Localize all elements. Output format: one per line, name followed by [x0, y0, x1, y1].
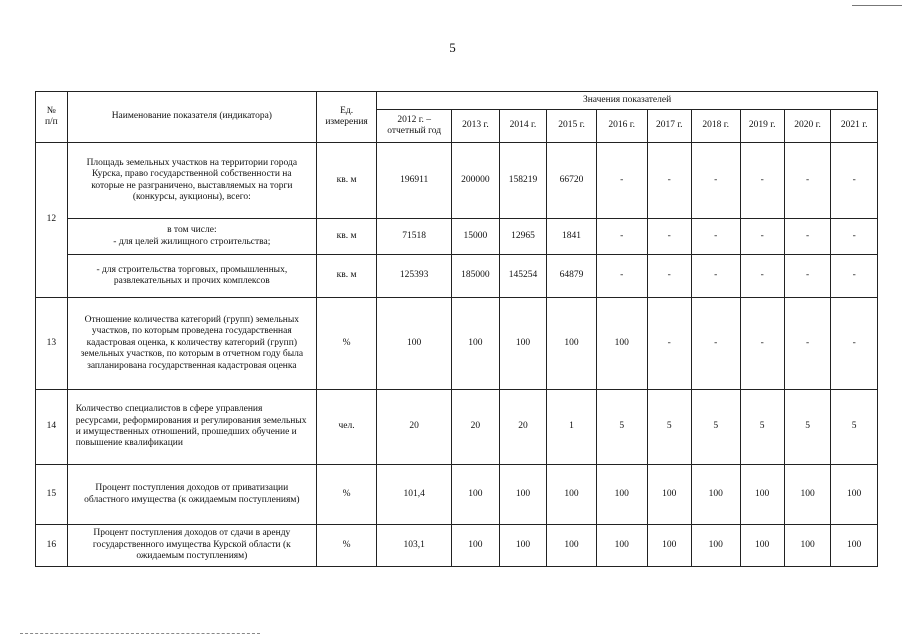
- value-cell: 5: [831, 390, 878, 465]
- value-cell: -: [647, 143, 691, 219]
- indicator-name: Количество специалистов в сфере управления ресурсами, реформирования и регулирования земельных и имущественных отношений, прошедших обучение и повышение квалификации: [67, 390, 316, 465]
- value-cell: 5: [647, 390, 691, 465]
- header-values: Значения показателей: [377, 92, 878, 110]
- value-cell: -: [596, 255, 647, 298]
- value-cell: 1841: [547, 219, 597, 255]
- table-row: [36, 143, 878, 219]
- unit-cell: %: [316, 465, 376, 525]
- value-cell: 100: [452, 525, 500, 567]
- header-year: 2018 г.: [691, 110, 740, 143]
- header-year: 2013 г.: [452, 110, 500, 143]
- value-cell: -: [740, 219, 784, 255]
- header-year: 2016 г.: [596, 110, 647, 143]
- value-cell: 100: [831, 465, 878, 525]
- indicator-name: Отношение количества категорий (групп) земельных участков, по которым проведена государственная кадастровая оценка, к количеству категорий (групп) земельных участков, по которым в отчетном году была запланирована государственная кадастровая оценка: [67, 298, 316, 390]
- value-cell: 200000: [452, 143, 500, 219]
- header-year: 2015 г.: [547, 110, 597, 143]
- value-cell: 100: [547, 525, 597, 567]
- value-cell: -: [784, 255, 830, 298]
- value-cell: -: [831, 219, 878, 255]
- value-cell: 196911: [377, 143, 452, 219]
- value-cell: 100: [452, 465, 500, 525]
- row-num: 13: [36, 298, 68, 390]
- value-cell: 100: [499, 298, 547, 390]
- value-cell: -: [784, 143, 830, 219]
- header-name: Наименование показателя (индикатора): [67, 92, 316, 143]
- value-cell: -: [831, 298, 878, 390]
- page-number: 5: [449, 40, 456, 55]
- row-num: 12: [36, 143, 68, 298]
- indicators-table: [35, 91, 878, 567]
- value-cell: -: [831, 143, 878, 219]
- value-cell: 20: [452, 390, 500, 465]
- value-cell: 100: [547, 298, 597, 390]
- value-cell: 100: [647, 525, 691, 567]
- header-year: 2019 г.: [740, 110, 784, 143]
- header-year: 2017 г.: [647, 110, 691, 143]
- value-cell: 5: [784, 390, 830, 465]
- value-cell: -: [691, 219, 740, 255]
- value-cell: 100: [596, 465, 647, 525]
- value-cell: 100: [596, 525, 647, 567]
- value-cell: 100: [596, 298, 647, 390]
- value-cell: 100: [499, 465, 547, 525]
- value-cell: 100: [377, 298, 452, 390]
- value-cell: -: [740, 298, 784, 390]
- value-cell: 100: [831, 525, 878, 567]
- value-cell: 5: [740, 390, 784, 465]
- indicator-name: - для строительства торговых, промышленных, развлекательных и прочих комплексов: [67, 255, 316, 298]
- value-cell: 100: [647, 465, 691, 525]
- value-cell: 100: [691, 525, 740, 567]
- unit-cell: кв. м: [316, 219, 376, 255]
- value-cell: 20: [377, 390, 452, 465]
- value-cell: 100: [452, 298, 500, 390]
- header-year: 2012 г. – отчетный год: [377, 110, 452, 143]
- header-row-top: [36, 92, 878, 110]
- header-num: № п/п: [36, 92, 68, 143]
- header-year: 2014 г.: [499, 110, 547, 143]
- value-cell: 20: [499, 390, 547, 465]
- value-cell: 100: [740, 465, 784, 525]
- row-num: 15: [36, 465, 68, 525]
- value-cell: 100: [499, 525, 547, 567]
- top-rule: [852, 5, 902, 6]
- value-cell: -: [691, 143, 740, 219]
- indicator-name: в том числе: - для целей жилищного строительства;: [67, 219, 316, 255]
- value-cell: 1: [547, 390, 597, 465]
- row-num: 16: [36, 525, 68, 567]
- value-cell: 5: [691, 390, 740, 465]
- indicator-name: Процент поступления доходов от сдачи в аренду государственного имущества Курской области (к ожидаемым поступлениям): [67, 525, 316, 567]
- unit-cell: %: [316, 298, 376, 390]
- unit-cell: кв. м: [316, 255, 376, 298]
- value-cell: 125393: [377, 255, 452, 298]
- table-row: [36, 298, 878, 390]
- value-cell: -: [647, 255, 691, 298]
- value-cell: 15000: [452, 219, 500, 255]
- value-cell: 71518: [377, 219, 452, 255]
- value-cell: -: [596, 143, 647, 219]
- value-cell: 185000: [452, 255, 500, 298]
- value-cell: 12965: [499, 219, 547, 255]
- header-unit: Ед. измерения: [316, 92, 376, 143]
- row-num: 14: [36, 390, 68, 465]
- value-cell: -: [596, 219, 647, 255]
- value-cell: -: [831, 255, 878, 298]
- table-row: [36, 465, 878, 525]
- value-cell: -: [784, 298, 830, 390]
- value-cell: 100: [547, 465, 597, 525]
- unit-cell: кв. м: [316, 143, 376, 219]
- value-cell: 100: [784, 465, 830, 525]
- value-cell: -: [740, 255, 784, 298]
- value-cell: 158219: [499, 143, 547, 219]
- value-cell: 101,4: [377, 465, 452, 525]
- value-cell: 100: [740, 525, 784, 567]
- value-cell: 5: [596, 390, 647, 465]
- value-cell: -: [647, 219, 691, 255]
- unit-cell: %: [316, 525, 376, 567]
- value-cell: -: [647, 298, 691, 390]
- table-row: [36, 525, 878, 567]
- indicator-name: Процент поступления доходов от приватизации областного имущества (к ожидаемым поступлениям): [67, 465, 316, 525]
- value-cell: 100: [784, 525, 830, 567]
- value-cell: -: [691, 255, 740, 298]
- value-cell: 145254: [499, 255, 547, 298]
- value-cell: -: [784, 219, 830, 255]
- table-body: [36, 143, 878, 567]
- value-cell: -: [740, 143, 784, 219]
- value-cell: -: [691, 298, 740, 390]
- table-row: [36, 255, 878, 298]
- table-row: [36, 219, 878, 255]
- value-cell: 103,1: [377, 525, 452, 567]
- table-row: [36, 390, 878, 465]
- header-year: 2021 г.: [831, 110, 878, 143]
- value-cell: 66720: [547, 143, 597, 219]
- indicator-name: Площадь земельных участков на территории города Курска, право государственной собственности на которые не разграничено, выставляемых на торги (конкурсы, аукционы), всего:: [67, 143, 316, 219]
- value-cell: 100: [691, 465, 740, 525]
- bottom-rule: [20, 633, 260, 634]
- value-cell: 64879: [547, 255, 597, 298]
- header-year: 2020 г.: [784, 110, 830, 143]
- unit-cell: чел.: [316, 390, 376, 465]
